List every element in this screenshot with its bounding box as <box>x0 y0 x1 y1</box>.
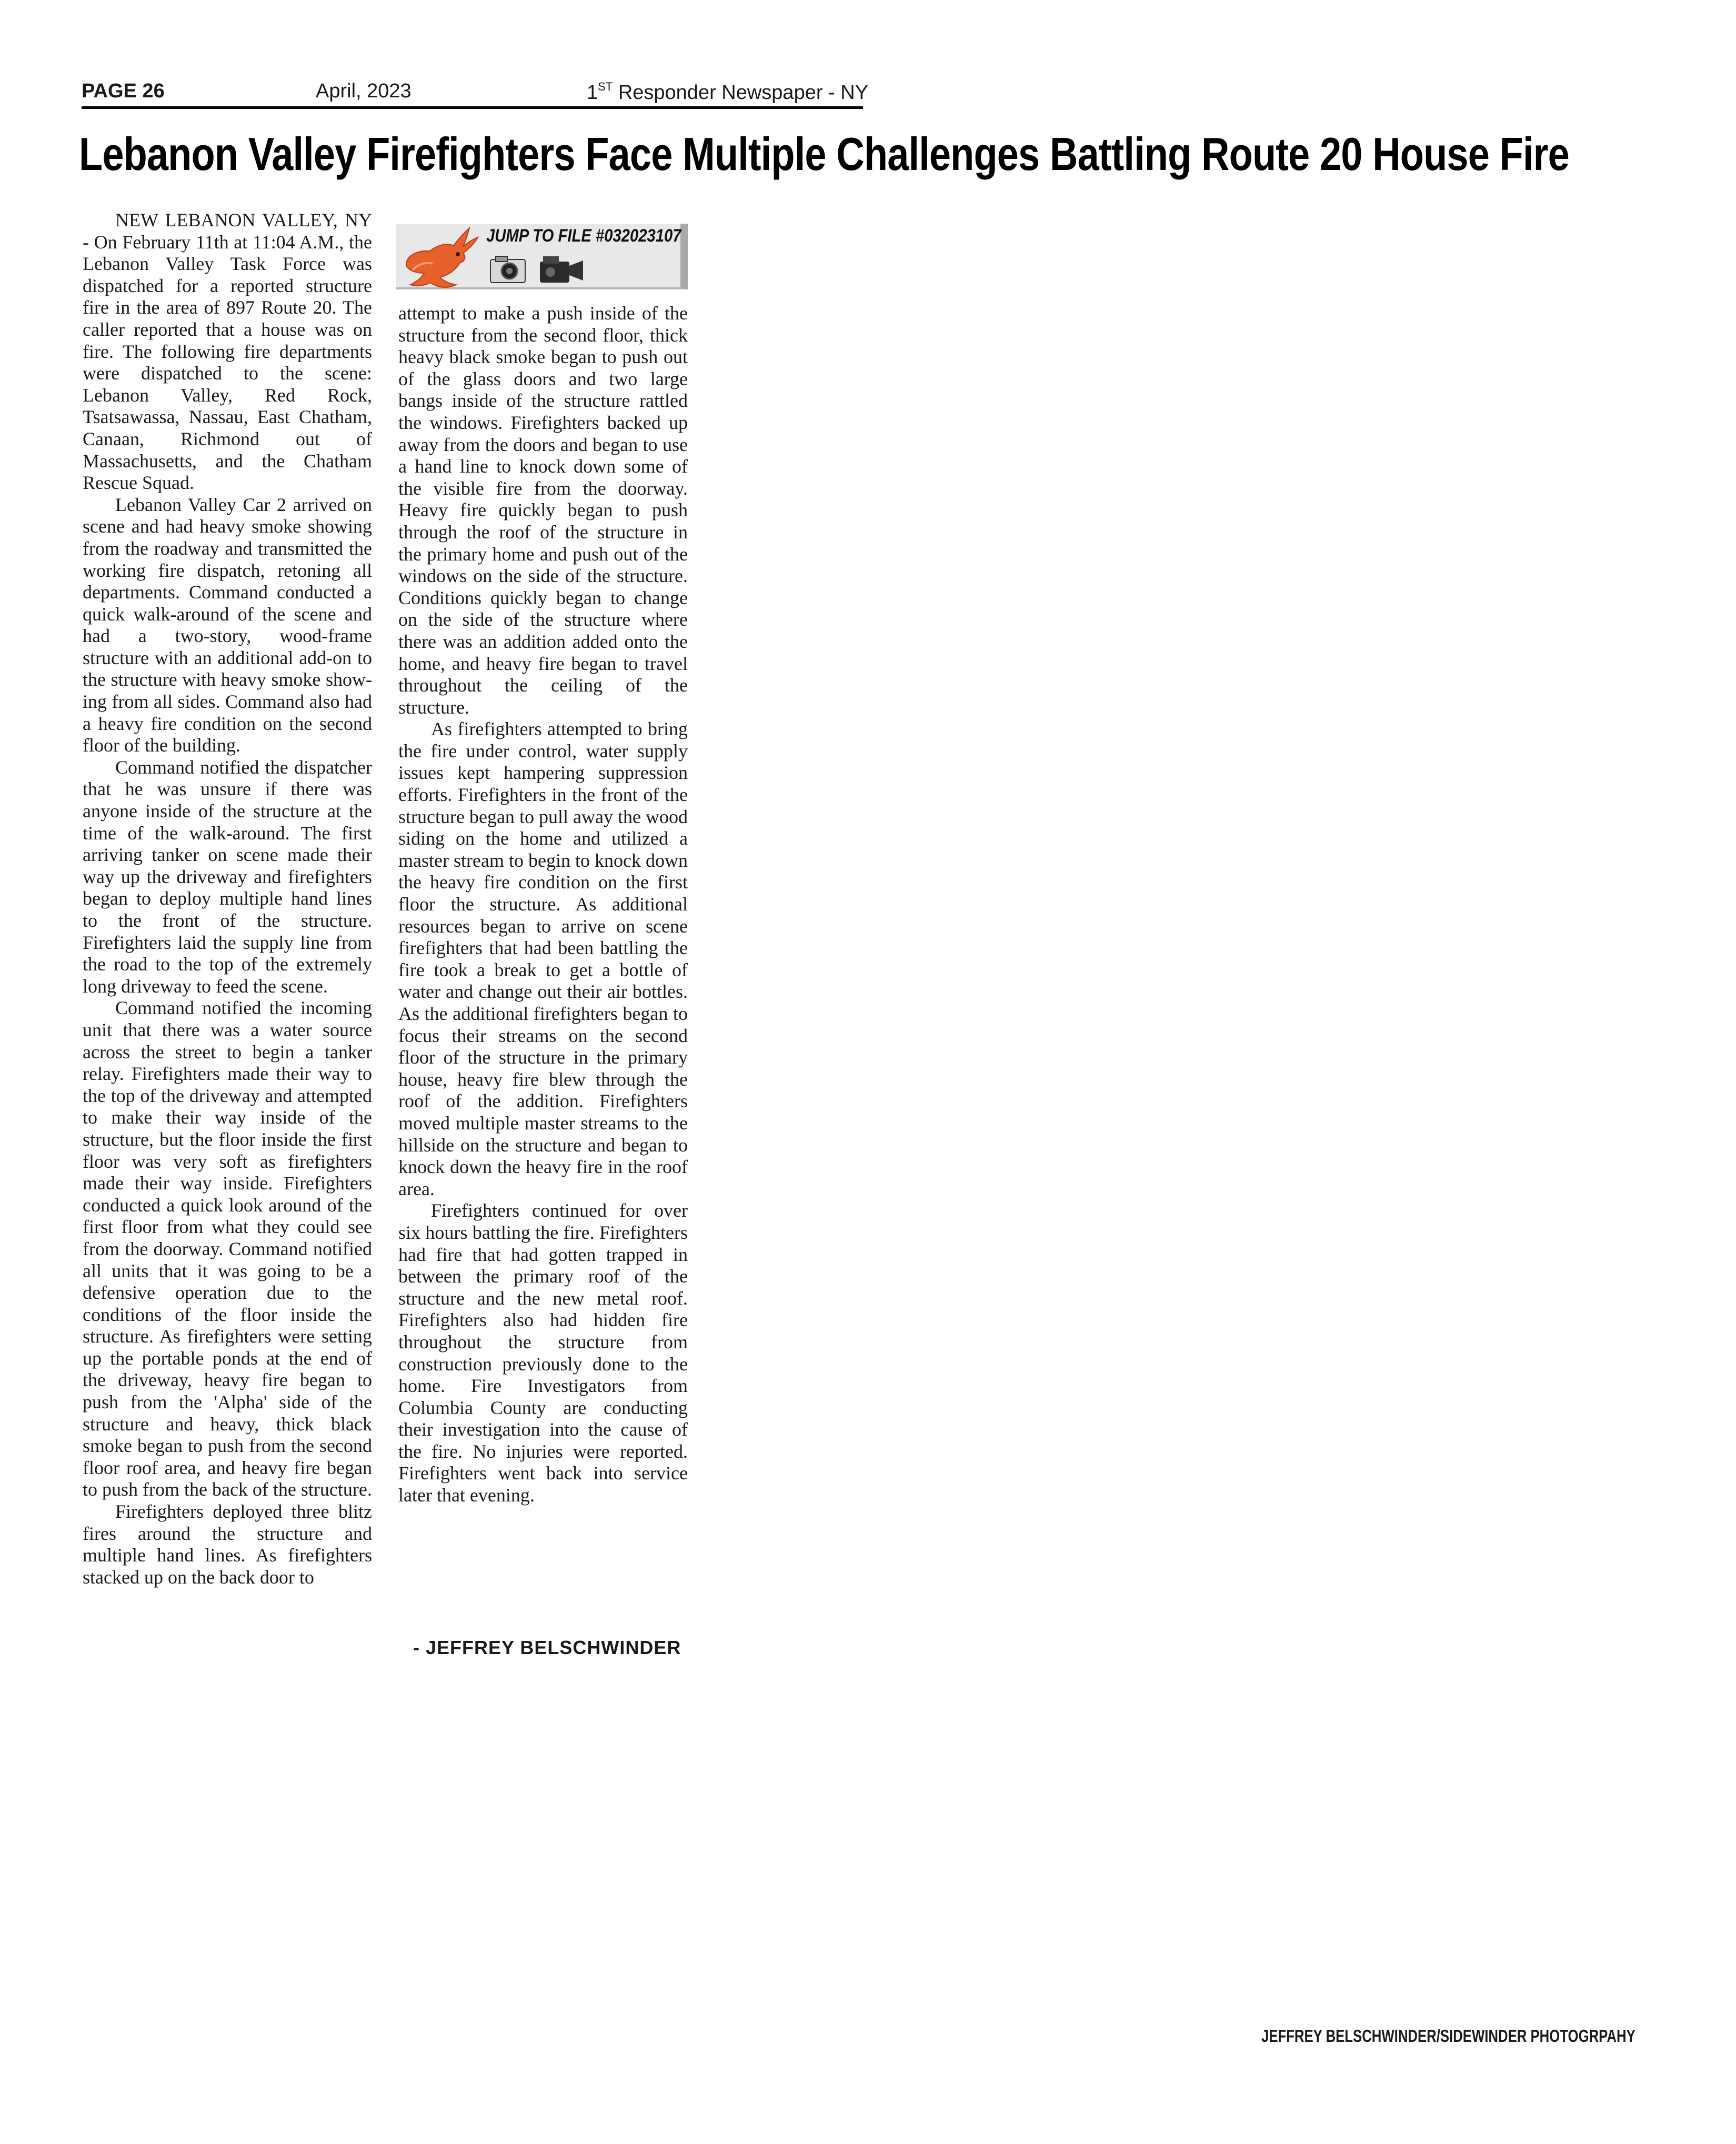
article-headline: Lebanon Valley Firefighters Face Multiple Challenges Battling Route 20 House Fire <box>79 128 1569 180</box>
byline: - JEFFREY BELSCHWINDER <box>413 1637 681 1658</box>
video-camera-icon <box>538 254 585 285</box>
newspaper-name <box>587 80 868 104</box>
article-column-1 <box>83 209 372 1588</box>
paragraph: Command notified the incoming unit that there was a water source across the street to begin a tanker relay. Firefighters made their way to the top of the driveway and attempted to make their way inside of the structure, but the floor inside the first floor was very soft as firefighters made their way inside. Firefighters conducted a quick look around of the first floor from what they could see from the doorway. Command notified all units that it was going to be a defensive operation due to the conditions of the floor inside the structure. As firefighters were setting up the portable ponds at the end of the driveway, heavy fire began to push from the 'Alpha' side of the structure and heavy, thick black smoke began to push from the second floor roof area, and heavy fire began to push from the back of the structure. <box>83 997 372 1500</box>
paragraph: NEW LEBANON VALLEY, NY - On February 11th at 11:04 A.M., the Lebanon Valley Task Force was dispatched for a reported structure fire in the area of 897 Route 20. The caller reported that a house was on fire. The following fire departments were dispatched to the scene: Lebanon Valley, Red Rock, Tsatsawassa, Nassau, East Chatham, Canaan, Richmond out of Massachusetts, and the Chatham Rescue Squad. <box>83 209 372 494</box>
page-header <box>82 79 869 109</box>
paragraph: Firefighters continued for over six hours battling the fire. Firefighters had fire that had gotten trapped in between the primary roof of the structure and the new metal roof. Firefighters also had hidden fire throughout the structure from construction previously done to the home. Fire Investigators from Columbia County are conducting their investigation into the cause of the fire. No injuries were reported. Firefighters went back into service later that evening. <box>398 1200 688 1506</box>
issue-date: April, 2023 <box>316 80 412 102</box>
paper-name-number: 1 <box>587 82 598 104</box>
paragraph: attempt to make a push inside of the structure from the second floor, thick heavy black smoke began to push out of the glass doors and two large bangs inside of the structure rattled the windows. Firefighters backed up away from the doors and began to use a hand line to knock down some of the visible fire from the doorway. Heavy fire quickly began to push through the roof of the structure in the primary home and push out of the windows on the side of the structure. Conditions quickly began to change on the side of the structure where there was an addition added onto the home, and heavy fire began to travel throughout the ceiling of the structure. <box>398 303 688 718</box>
photo-credit: JEFFREY BELSCHWINDER/SIDEWINDER PHOTOGRPAHY <box>1261 2026 1635 2046</box>
jump-to-file-text: JUMP TO FILE #032023107 <box>486 226 681 246</box>
paragraph: As firefighters attempted to bring the fire under control, water supply issues kept hampering suppression efforts. Firefighters in the front of the structure began to pull away the wood siding on the home and utilized a master stream to begin to knock down the heavy fire condition on the first floor the structure. As additional resources began to arrive on scene firefighters that had been battling the fire took a break to get a bottle of water and change out their air bottles. As the additional firefighters began to focus their streams on the second floor of the structure in the primary house, heavy fire blew through the roof of the addition. Firefighters moved multiple master streams to the hillside on the structure and began to knock down the heavy fire in the roof area. <box>398 718 688 1199</box>
jump-to-file-box[interactable] <box>396 224 688 289</box>
paragraph: Firefighters deployed three blitz fires around the structure and multiple hand lines. As firefighters stacked up on the back door to <box>83 1501 372 1588</box>
paragraph: Lebanon Valley Car 2 arrived on scene and had heavy smoke showing from the roadway and transmitted the working fire dispatch, retoning all departments. Command conducted a quick walk-around of the scene and had a two-story, wood-frame structure with an additional add-on to the structure with heavy smoke showing from all sides. Command also had a heavy fire condition on the second floor of the building. <box>83 494 372 756</box>
article-column-2 <box>398 303 688 1507</box>
paper-name-rest: Responder Newspaper - NY <box>613 82 869 104</box>
camera-icon <box>489 255 526 284</box>
rabbit-icon <box>401 225 480 290</box>
paper-name-superscript: ST <box>598 80 613 93</box>
page-number: PAGE 26 <box>82 80 165 102</box>
paragraph: Command notified the dispatcher that he was unsure if there was anyone inside of the structure at the time of the walk-around. The first arriving tanker on scene made their way up the driveway and firefighters began to deploy multiple hand lines to the front of the structure. Firefighters laid the supply line from the road to the top of the extremely long driveway to feed the scene. <box>83 756 372 997</box>
